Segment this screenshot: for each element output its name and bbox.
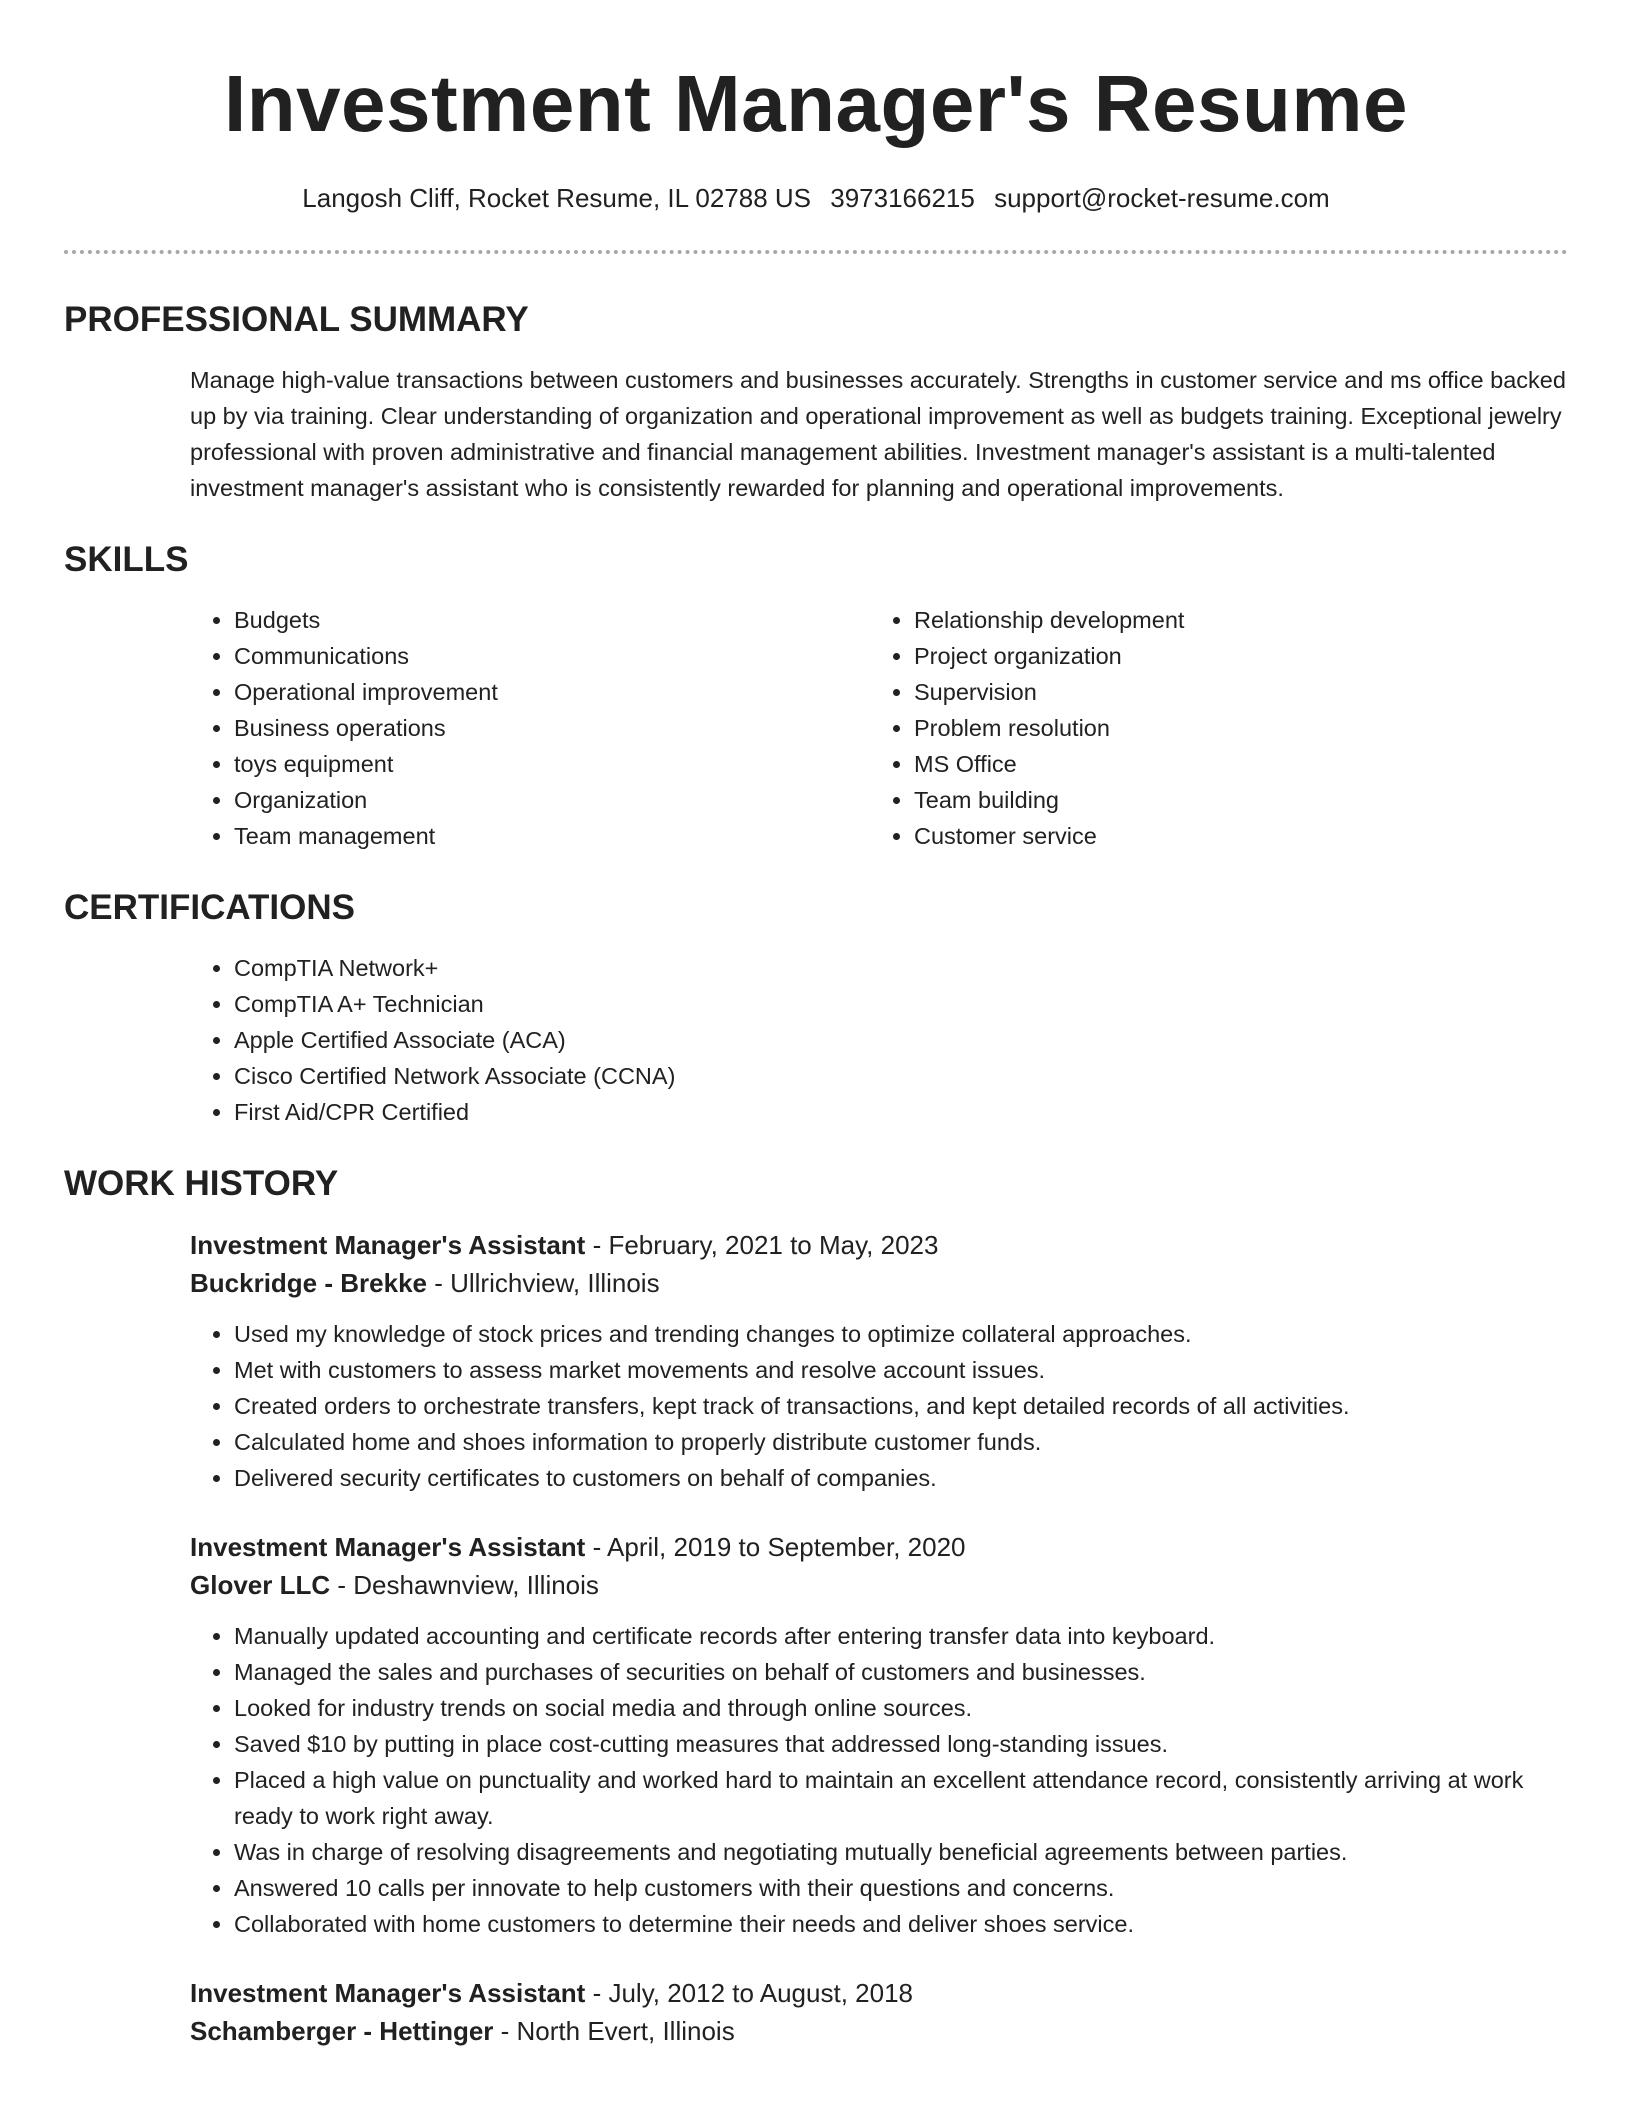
certification-item: • First Aid/CPR Certified bbox=[234, 1094, 1568, 1130]
skill-item: • Communications bbox=[234, 638, 870, 674]
job-company-line bbox=[190, 1566, 1568, 1604]
skills-list-left bbox=[190, 602, 870, 854]
job-bullet: • Placed a high value on punctuality and worked hard to maintain an excellent attendance record, consistently arriving at work ready to work right away. bbox=[234, 1762, 1568, 1834]
professional-summary-section bbox=[64, 300, 1568, 506]
job-title-line bbox=[190, 1226, 1568, 1264]
job-company: Schamberger - Hettinger bbox=[190, 2016, 494, 2046]
resume-title: Investment Manager's Resume bbox=[223, 59, 1409, 148]
job-bullet: • Was in charge of resolving disagreements and negotiating mutually beneficial agreements between parties. bbox=[234, 1834, 1568, 1870]
job-title: Investment Manager's Assistant bbox=[190, 1532, 586, 1562]
job-entry bbox=[190, 1528, 1568, 1942]
job-entry bbox=[190, 1226, 1568, 1496]
contact-email: support@rocket-resume.com bbox=[994, 183, 1330, 213]
job-bullet: • Met with customers to assess market movements and resolve account issues. bbox=[234, 1352, 1568, 1388]
job-location: - North Evert, Illinois bbox=[493, 2016, 735, 2046]
section-heading-work-history: WORK HISTORY bbox=[64, 1164, 339, 1203]
skill-item: • MS Office bbox=[914, 746, 1550, 782]
section-heading-summary: PROFESSIONAL SUMMARY bbox=[64, 300, 529, 339]
job-company-line bbox=[190, 2012, 1568, 2050]
job-title-line bbox=[190, 1528, 1568, 1566]
job-dates: - April, 2019 to September, 2020 bbox=[585, 1532, 966, 1562]
job-dates: - February, 2021 to May, 2023 bbox=[585, 1230, 939, 1260]
certifications-list bbox=[190, 950, 1568, 1130]
job-entry bbox=[190, 1974, 1568, 2050]
job-bullets bbox=[190, 1316, 1568, 1496]
job-company: Glover LLC bbox=[190, 1570, 331, 1600]
skill-item: • toys equipment bbox=[234, 746, 870, 782]
job-bullet: • Manually updated accounting and certificate records after entering transfer data into keyboard. bbox=[234, 1618, 1568, 1654]
skill-item: • Business operations bbox=[234, 710, 870, 746]
skill-item: • Problem resolution bbox=[914, 710, 1550, 746]
skill-item: • Project organization bbox=[914, 638, 1550, 674]
skill-item: • Organization bbox=[234, 782, 870, 818]
certifications-section bbox=[64, 888, 1568, 1130]
job-company: Buckridge - Brekke bbox=[190, 1268, 427, 1298]
job-bullet: • Looked for industry trends on social media and through online sources. bbox=[234, 1690, 1568, 1726]
job-location: - Deshawnview, Illinois bbox=[330, 1570, 599, 1600]
skills-columns bbox=[190, 602, 1568, 854]
certification-item: • CompTIA A+ Technician bbox=[234, 986, 1568, 1022]
certification-item: • Cisco Certified Network Associate (CCNA) bbox=[234, 1058, 1568, 1094]
header-divider bbox=[64, 250, 1568, 254]
job-bullet: • Delivered security certificates to customers on behalf of companies. bbox=[234, 1460, 1568, 1496]
contact-address: Langosh Cliff, Rocket Resume, IL 02788 US bbox=[302, 183, 812, 213]
section-heading-certifications: CERTIFICATIONS bbox=[64, 888, 356, 927]
job-bullet: • Managed the sales and purchases of securities on behalf of customers and businesses. bbox=[234, 1654, 1568, 1690]
job-title-line bbox=[190, 1974, 1568, 2012]
job-bullet: • Answered 10 calls per innovate to help customers with their questions and concerns. bbox=[234, 1870, 1568, 1906]
skills-list-right bbox=[870, 602, 1550, 854]
job-dates: - July, 2012 to August, 2018 bbox=[585, 1978, 913, 2008]
job-bullet: • Collaborated with home customers to determine their needs and deliver shoes service. bbox=[234, 1906, 1568, 1942]
job-bullet: • Saved $10 by putting in place cost-cutting measures that addressed long-standing issues. bbox=[234, 1726, 1568, 1762]
job-bullet: • Created orders to orchestrate transfers, kept track of transactions, and kept detailed records of all activities. bbox=[234, 1388, 1568, 1424]
job-location: - Ullrichview, Illinois bbox=[426, 1268, 660, 1298]
job-bullet: • Calculated home and shoes information to properly distribute customer funds. bbox=[234, 1424, 1568, 1460]
skill-item: • Customer service bbox=[914, 818, 1550, 854]
work-history-section bbox=[64, 1164, 1568, 2050]
skill-item: • Budgets bbox=[234, 602, 870, 638]
job-bullet: • Used my knowledge of stock prices and trending changes to optimize collateral approaches. bbox=[234, 1316, 1568, 1352]
skill-item: • Operational improvement bbox=[234, 674, 870, 710]
certification-item: • Apple Certified Associate (ACA) bbox=[234, 1022, 1568, 1058]
skill-item: • Team management bbox=[234, 818, 870, 854]
certification-item: • CompTIA Network+ bbox=[234, 950, 1568, 986]
skill-item: • Relationship development bbox=[914, 602, 1550, 638]
section-heading-skills: SKILLS bbox=[64, 540, 189, 579]
skill-item: • Supervision bbox=[914, 674, 1550, 710]
skill-item: • Team building bbox=[914, 782, 1550, 818]
skills-section bbox=[64, 540, 1568, 854]
contact-line bbox=[64, 182, 1568, 214]
contact-phone: 3973166215 bbox=[830, 183, 975, 213]
job-title: Investment Manager's Assistant bbox=[190, 1978, 586, 2008]
job-company-line bbox=[190, 1264, 1568, 1302]
job-bullets bbox=[190, 1618, 1568, 1942]
job-title: Investment Manager's Assistant bbox=[190, 1230, 586, 1260]
summary-text: Manage high-value transactions between customers and businesses accurately. Strengths in customer service and ms office backed up by via training. Clear understanding of organization and operational improvement as well as budgets training. Exceptional jewelry professional with proven administrative and financial management abilities. Investment manager's assistant is a multi-talented investment manager's assistant who is consistently rewarded for planning and operational improvements. bbox=[190, 367, 1566, 501]
